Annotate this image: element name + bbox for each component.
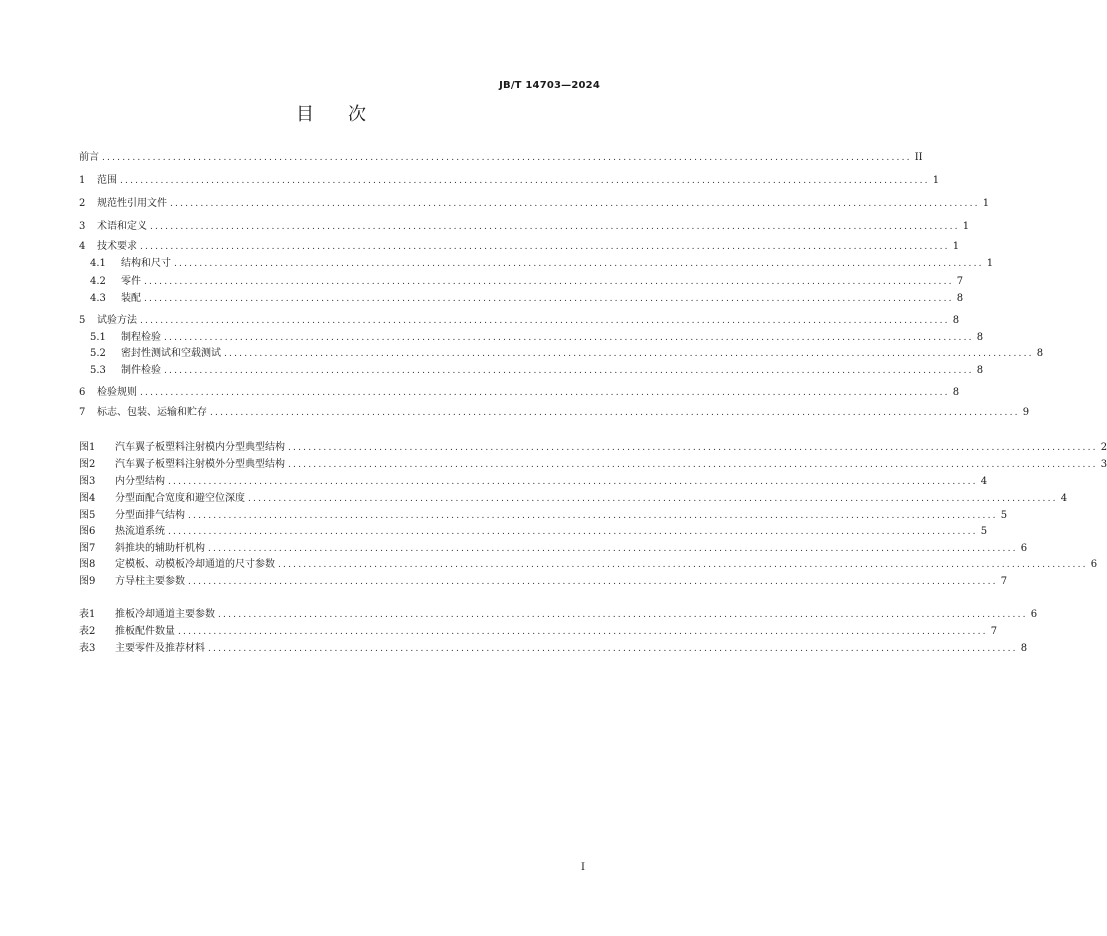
entry-label: 制程检验 — [121, 332, 161, 343]
entry-number: 4.3 — [90, 293, 106, 304]
entry-page: 7 — [1000, 576, 1008, 587]
table-entry[interactable] — [79, 642, 1028, 656]
leader-dots: ................................................................................................................................................................ — [208, 644, 1018, 654]
entry-label: 推板冷却通道主要参数 — [115, 609, 215, 620]
footer-page-number: I — [581, 862, 585, 873]
entry-page: 1 — [962, 221, 970, 232]
entry-number: 图6 — [79, 526, 96, 537]
entry-page: 4 — [1060, 493, 1068, 504]
toc-entry[interactable] — [79, 364, 984, 378]
figure-entry[interactable] — [79, 475, 988, 489]
toc-entry[interactable] — [79, 240, 960, 254]
leader-dots: ................................................................................................................................................................ — [170, 199, 980, 209]
entry-number: 图9 — [79, 576, 96, 587]
leader-dots: ................................................................................................................................................................ — [102, 153, 912, 163]
leader-dots: ................................................................................................................................................................ — [178, 627, 988, 637]
toc-entry[interactable] — [79, 292, 964, 306]
entry-page: 1 — [986, 258, 994, 269]
entry-page: 5 — [980, 526, 988, 537]
leader-dots: ................................................................................................................................................................ — [248, 494, 1058, 504]
toc-entry[interactable] — [79, 406, 1030, 420]
table-entry[interactable] — [79, 625, 998, 639]
entry-label: 装配 — [121, 293, 141, 304]
entry-label: 汽车翼子板塑料注射模内分型典型结构 — [115, 442, 285, 453]
entry-number: 图8 — [79, 559, 96, 570]
leader-dots: ................................................................................................................................................................ — [208, 544, 1018, 554]
leader-dots: ................................................................................................................................................................ — [288, 460, 1098, 470]
figure-entry[interactable] — [79, 492, 1068, 506]
entry-label: 密封性测试和空载测试 — [121, 348, 221, 359]
entry-number: 4.1 — [90, 258, 106, 269]
figure-entry[interactable] — [79, 575, 1008, 589]
leader-dots: ................................................................................................................................................................ — [168, 527, 978, 537]
entry-number: 4.2 — [90, 276, 106, 287]
entry-page: 6 — [1020, 543, 1028, 554]
entry-number: 7 — [79, 407, 86, 418]
entry-number: 6 — [79, 387, 86, 398]
entry-page: 8 — [976, 332, 984, 343]
figure-entry[interactable] — [79, 525, 988, 539]
entry-number: 1 — [79, 175, 86, 186]
entry-number: 图1 — [79, 442, 96, 453]
entry-page: 5 — [1000, 510, 1008, 521]
entry-label: 制件检验 — [121, 365, 161, 376]
leader-dots: ................................................................................................................................................................ — [288, 443, 1098, 453]
leader-dots: ................................................................................................................................................................ — [218, 610, 1028, 620]
toc-entry[interactable] — [79, 347, 1044, 361]
entry-number: 表1 — [79, 609, 96, 620]
leader-dots: ................................................................................................................................................................ — [120, 176, 930, 186]
entry-page: 1 — [932, 175, 940, 186]
page-title — [0, 100, 662, 126]
toc-entry[interactable] — [79, 220, 970, 234]
entry-page: 6 — [1030, 609, 1038, 620]
toc-entry[interactable] — [79, 314, 960, 328]
entry-page: 8 — [1020, 643, 1028, 654]
entry-label: 方导柱主要参数 — [115, 576, 185, 587]
entry-number: 4 — [79, 241, 86, 252]
toc-entry[interactable] — [79, 275, 964, 289]
document-number: JB/T 14703—2024 — [499, 80, 600, 91]
figure-entry[interactable] — [79, 509, 1008, 523]
leader-dots: ................................................................................................................................................................ — [174, 259, 984, 269]
entry-label: 标志、包装、运输和贮存 — [97, 407, 207, 418]
entry-number: 图2 — [79, 459, 96, 470]
entry-label: 内分型结构 — [115, 476, 165, 487]
entry-page: 8 — [976, 365, 984, 376]
entry-page: 8 — [956, 293, 964, 304]
entry-label: 分型面配合宽度和避空位深度 — [115, 493, 245, 504]
entry-page: 2 — [1100, 442, 1107, 453]
entry-label: 热流道系统 — [115, 526, 165, 537]
entry-number: 表2 — [79, 626, 96, 637]
entry-label: 术语和定义 — [97, 221, 147, 232]
entry-label: 技术要求 — [97, 241, 137, 252]
leader-dots: ................................................................................................................................................................ — [224, 349, 1034, 359]
leader-dots: ................................................................................................................................................................ — [140, 388, 950, 398]
leader-dots: ................................................................................................................................................................ — [188, 577, 998, 587]
leader-dots: ................................................................................................................................................................ — [144, 277, 954, 287]
entry-number: 5 — [79, 315, 86, 326]
entry-number: 表3 — [79, 643, 96, 654]
entry-label: 试验方法 — [97, 315, 137, 326]
figure-entry[interactable] — [79, 458, 1107, 472]
leader-dots: ................................................................................................................................................................ — [164, 366, 974, 376]
leader-dots: ................................................................................................................................................................ — [188, 511, 998, 521]
leader-dots: ................................................................................................................................................................ — [210, 408, 1020, 418]
entry-label: 零件 — [121, 276, 141, 287]
entry-page: 8 — [952, 315, 960, 326]
entry-label: 规范性引用文件 — [97, 198, 167, 209]
entry-number: 图5 — [79, 510, 96, 521]
leader-dots: ................................................................................................................................................................ — [278, 560, 1088, 570]
entry-label: 检验规则 — [97, 387, 137, 398]
toc-entry[interactable] — [79, 174, 940, 188]
entry-page: 7 — [956, 276, 964, 287]
entry-label: 定模板、动模板冷却通道的尺寸参数 — [115, 559, 275, 570]
entry-number: 5.2 — [90, 348, 106, 359]
entry-number: 3 — [79, 221, 86, 232]
entry-page: 9 — [1022, 407, 1030, 418]
toc-entry[interactable] — [79, 197, 990, 211]
entry-number: 5.3 — [90, 365, 106, 376]
entry-page: 8 — [952, 387, 960, 398]
entry-number: 图4 — [79, 493, 96, 504]
entry-page: II — [914, 152, 923, 163]
entry-label: 斜推块的辅助杆机构 — [115, 543, 205, 554]
entry-page: 7 — [990, 626, 998, 637]
entry-page: 6 — [1090, 559, 1098, 570]
figure-entry[interactable] — [79, 441, 1107, 455]
leader-dots: ................................................................................................................................................................ — [164, 333, 974, 343]
leader-dots: ................................................................................................................................................................ — [150, 222, 960, 232]
entry-label: 分型面排气结构 — [115, 510, 185, 521]
entry-label: 推板配件数量 — [115, 626, 175, 637]
toc-entry[interactable] — [79, 331, 984, 345]
entry-number: 5.1 — [90, 332, 106, 343]
entry-page: 1 — [952, 241, 960, 252]
entry-label: 汽车翼子板塑料注射模外分型典型结构 — [115, 459, 285, 470]
figure-entry[interactable] — [79, 558, 1098, 572]
entry-page: 1 — [982, 198, 990, 209]
toc-entry[interactable] — [79, 386, 960, 400]
table-entry[interactable] — [79, 608, 1038, 622]
title-part-1: 目 — [296, 104, 314, 125]
toc-entry[interactable] — [79, 151, 923, 165]
entry-label: 主要零件及推荐材料 — [115, 643, 205, 654]
entry-number: 2 — [79, 198, 86, 209]
toc-entry[interactable] — [79, 257, 994, 271]
entry-number: 图7 — [79, 543, 96, 554]
leader-dots: ................................................................................................................................................................ — [140, 242, 950, 252]
entry-page: 3 — [1100, 459, 1107, 470]
leader-dots: ................................................................................................................................................................ — [144, 294, 954, 304]
title-part-2: 次 — [348, 104, 366, 125]
entry-number: 图3 — [79, 476, 96, 487]
entry-page: 8 — [1036, 348, 1044, 359]
entry-page: 4 — [980, 476, 988, 487]
entry-label: 前言 — [79, 152, 99, 163]
leader-dots: ................................................................................................................................................................ — [168, 477, 978, 487]
entry-label: 范围 — [97, 175, 117, 186]
figure-entry[interactable] — [79, 542, 1028, 556]
leader-dots: ................................................................................................................................................................ — [140, 316, 950, 326]
entry-label: 结构和尺寸 — [121, 258, 171, 269]
